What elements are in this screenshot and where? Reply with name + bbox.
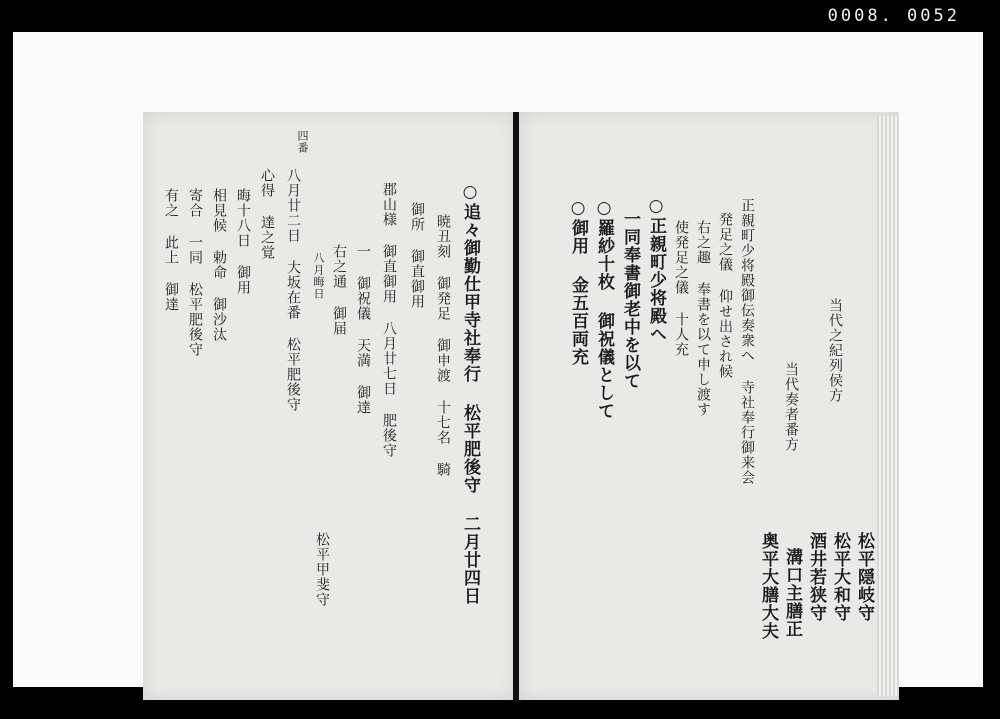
right-heading-1: 当代之紀列侯方 <box>827 298 843 403</box>
left-line-10: 晦十八日 御用 <box>235 188 251 295</box>
lord-1: 松平隠岐守 <box>854 532 874 622</box>
page-edge <box>877 116 899 696</box>
lord-3: 酒井若狭守 <box>806 532 826 622</box>
frame-counter: 0008. 0052 <box>827 6 960 26</box>
left-line-9: 心得 達之覚 <box>259 168 275 260</box>
right-line-4: 使発足之儀 十人充 <box>673 220 689 357</box>
right-line-6: 一同奉書御老中を以て <box>620 210 640 390</box>
left-line-6: 右之通 御届 <box>331 244 347 336</box>
left-line-8: 八月廿二日 大坂在番 松平肥後守 <box>285 168 301 412</box>
right-line-7: ○羅紗十枚 御祝儀として <box>594 198 614 420</box>
left-line-1: ○追々御勤仕甲寺社奉行 松平肥後守 二月廿四日 <box>460 182 480 605</box>
left-line-11: 相見候 勅命 御沙汰 <box>211 188 227 342</box>
lord-4: 溝口主膳正 <box>782 548 802 638</box>
left-line-4: 郡山様 御直御用 八月廿七日 肥後守 <box>381 182 397 458</box>
left-top-note: 四番 <box>296 130 309 154</box>
right-line-5: ○正親町少将殿へ <box>646 196 666 343</box>
right-line-1: 正親町少将殿御伝奏衆へ 寺社奉行御来会 <box>739 198 755 485</box>
lord-2: 松平大和守 <box>830 532 850 622</box>
book-spread <box>143 112 923 704</box>
right-line-8: ○御用 金五百両充 <box>568 198 588 366</box>
microfilm-mount <box>13 32 983 687</box>
right-heading-2: 当代奏者番方 <box>783 362 799 452</box>
right-line-2: 発足之儀 仰せ出され候 <box>717 212 733 379</box>
left-line-7: 八月晦日 <box>312 252 325 300</box>
left-line-12: 寄合 一同 松平肥後守 <box>187 188 203 357</box>
lord-5: 奥平大膳大夫 <box>758 532 778 640</box>
left-line-13: 有之 此上 御達 <box>163 188 179 312</box>
left-page <box>143 112 517 700</box>
right-line-3: 右之趣 奉書を以て申し渡す <box>695 220 711 417</box>
left-line-3: 御所 御直御用 <box>409 202 425 309</box>
left-line-2: 暁丑刻 御発足 御申渡 十七名 騎 <box>435 214 451 477</box>
left-line-5: 一 御祝儀 天満 御達 <box>355 244 371 415</box>
left-signature: 松平甲斐守 <box>314 532 330 607</box>
right-page <box>519 112 899 700</box>
